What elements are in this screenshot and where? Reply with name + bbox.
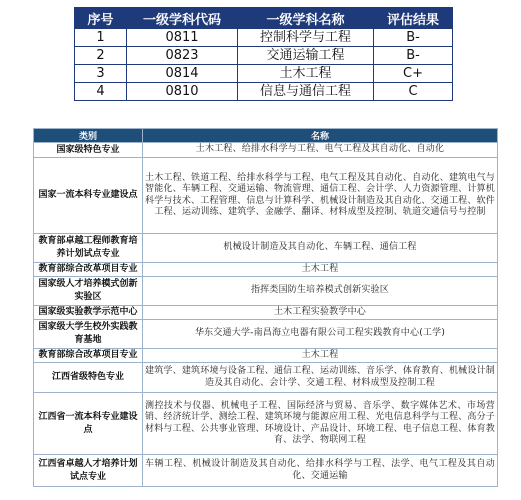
table-row [34,143,498,158]
header-evaluation-result: 评估结果 [374,8,453,29]
cell-result: C [374,83,453,101]
table-row [34,393,498,455]
table-row [34,234,498,263]
table-row [34,455,498,487]
names-cell: 机械设计制造及其自动化、车辆工程、通信工程 [143,234,498,263]
category-cell: 江西省一流本科专业建设点 [34,393,143,455]
category-cell: 国家级人才培养模式创新实验区 [34,277,143,306]
cell-index: 1 [75,29,127,47]
evaluation-table [74,7,453,101]
category-cell: 江西省级特色专业 [34,363,143,393]
table-row [34,306,498,320]
evaluation-header-row [75,8,453,29]
header-names: 名称 [143,129,498,143]
cell-code: 0823 [127,47,238,65]
category-cell: 江西省卓越人才培养计划试点专业 [34,455,143,487]
table-row [75,29,453,47]
names-cell: 土木工程、铁道工程、给排水科学与工程、电气工程及其自动化、自动化、建筑电气与智能化、车辆工程、交通运输、物流管理、通信工程、会计学、人力资源管理、计算机科学与技术、工程管理、信息与计算科学、机械设计制造及其自动化、交通工程、软件工程、运动训练、建筑学、金融学、翻译、材料成型及控制、轨道交通信号与控制 [143,158,498,234]
category-cell: 国家级实验教学示范中心 [34,306,143,320]
cell-name: 土木工程 [238,65,374,83]
category-cell: 教育部综合改革项目专业 [34,263,143,277]
cell-code: 0810 [127,83,238,101]
table-row [34,277,498,306]
names-cell: 华东交通大学-南昌海立电器有限公司工程实践教育中心(工学) [143,320,498,349]
names-cell: 车辆工程、机械设计制造及其自动化、给排水科学与工程、法学、电气工程及其自动化、交通运输 [143,455,498,487]
header-index: 序号 [75,8,127,29]
names-cell: 土木工程、给排水科学与工程、电气工程及其自动化、自动化 [143,143,498,158]
category-cell: 国家级大学生校外实践教育基地 [34,320,143,349]
names-cell: 土木工程 [143,349,498,363]
cell-result: B- [374,29,453,47]
table-row [75,47,453,65]
cell-index: 4 [75,83,127,101]
names-cell: 测控技术与仪器、机械电子工程、国际经济与贸易、音乐学、数字媒体艺术、市场营销、经济统计学、测绘工程、建筑环境与能源应用工程、光电信息科学与工程、高分子材料与工程、公共事业管理、环境设计、产品设计、环境工程、电子信息工程、体育教育、法学、物联网工程 [143,393,498,455]
category-cell: 国家一流本科专业建设点 [34,158,143,234]
cell-name: 控制科学与工程 [238,29,374,47]
cell-result: C+ [374,65,453,83]
table-row [75,83,453,101]
table-row [75,65,453,83]
cell-index: 2 [75,47,127,65]
names-cell: 指挥类国防生培养模式创新实验区 [143,277,498,306]
header-discipline-name: 一级学科名称 [238,8,374,29]
table-row [34,363,498,393]
cell-code: 0814 [127,65,238,83]
table-row [34,158,498,234]
category-cell: 教育部卓越工程师教育培养计划试点专业 [34,234,143,263]
category-table [33,128,498,487]
cell-code: 0811 [127,29,238,47]
names-cell: 建筑学、建筑环境与设备工程、通信工程、运动训练、音乐学、体育教育、机械设计制造及其自动化、会计学、交通工程、材料成型及控制工程 [143,363,498,393]
table-row [34,349,498,363]
table-row [34,263,498,277]
cell-name: 信息与通信工程 [238,83,374,101]
category-cell: 国家级特色专业 [34,143,143,158]
category-cell: 教育部综合改革项目专业 [34,349,143,363]
cell-result: B- [374,47,453,65]
header-category: 类别 [34,129,143,143]
cell-name: 交通运输工程 [238,47,374,65]
cell-index: 3 [75,65,127,83]
names-cell: 土木工程 [143,263,498,277]
table-row [34,320,498,349]
names-cell: 土木工程实验教学中心 [143,306,498,320]
header-discipline-code: 一级学科代码 [127,8,238,29]
category-header-row [34,129,498,143]
